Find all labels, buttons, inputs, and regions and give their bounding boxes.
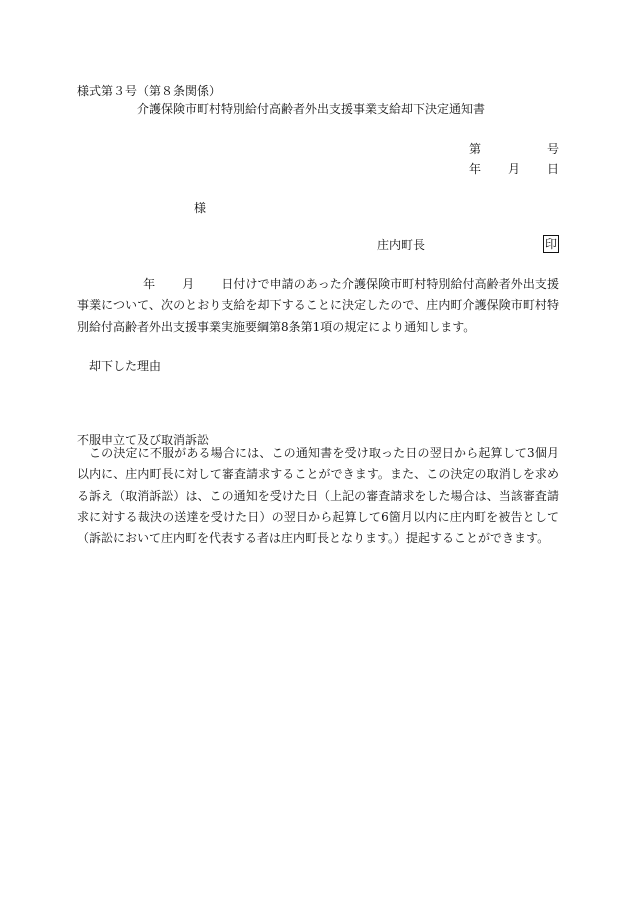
- appeal-paragraph: この決定に不服がある場合には、この通知書を受け取った日の翌日から起算して3個月以内に、庄内町長に対して審査請求することができます。また、この決定の取消しを求める訴え（取消訴訟）は、この通知を受けた日（上記の審査請求をした場合は、当該審査請求に対する裁決の送達を受けた日）の翌日から起算して6箇月以内に庄内町を被告として（訴訟において庄内町を代表する者は庄内町長となります。）提起することができます。: [77, 446, 559, 546]
- blank-month-label: 月: [182, 277, 195, 291]
- date-day-label: 日: [547, 162, 560, 176]
- document-title: 介護保険市町村特別給付高齢者外出支援事業支給却下決定通知書: [137, 102, 486, 116]
- issuer-title: 庄内町長: [377, 238, 426, 252]
- date-month-label: 月: [508, 162, 521, 176]
- number-prefix: 第: [469, 142, 482, 156]
- blank-year-label: 年: [143, 277, 156, 291]
- recipient-honorific: 様: [194, 201, 207, 215]
- seal-mark: 印: [544, 237, 557, 251]
- reason-label: 却下した理由: [89, 359, 162, 373]
- number-suffix: 号: [547, 142, 560, 156]
- form-label: 様式第３号（第８条関係）: [77, 84, 222, 98]
- date-year-label: 年: [469, 162, 482, 176]
- notice-paragraph: [77, 274, 559, 338]
- appeal-heading: 不服申立て及び取消訴訟: [77, 433, 210, 447]
- notice-text: 日付けで申請のあった介護保険市町村特別給付高齢者外出支援事業について、次のとおり支給を却下することに決定したので、庄内町介護保険市町村特別給付高齢者外出支援事業実施要綱第8条第1項の規定により通知します。: [77, 277, 559, 334]
